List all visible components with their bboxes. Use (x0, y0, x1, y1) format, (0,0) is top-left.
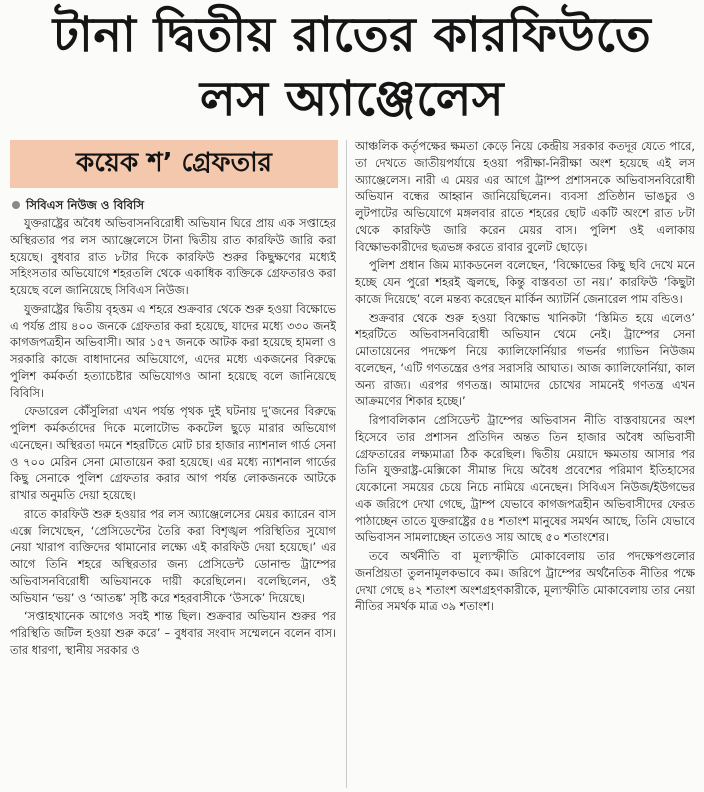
paragraph: যুক্তরাষ্ট্রের অবৈধ অভিবাসনবিরোধী অভিযান ঘিরে প্রায় এক সপ্তাহের অস্থিরতার পর লস অ্যাঞ্জেলেসে টানা দ্বিতীয় রাত কারফিউ জারি করা হয়েছে। বুধবার রাত ৮টার দিকে কারফিউ শুরুর কিছুক্ষণের মধ্যেই সহিংসতার অভিযোগে শহরতলি থেকে একাধিক ব্যক্তিকে গ্রেফতারও করা হয়েছে বলে জানিয়েছে সিবিএস নিউজ। (10, 216, 336, 297)
paragraph: শুক্রবার থেকে শুরু হওয়া বিক্ষোভ খানিকটা ‘স্তিমিত হয়ে এলেও’ শহরটিতে অভিবাসনবিরোধী অভিযান থেমে নেই। ট্রাম্পের সেনা মোতায়েনের পদক্ষেপ নিয়ে ক্যালিফোর্নিয়ার গভর্নর গ্যাভিন নিউজম বলেছেন, ‘এটি গণতন্ত্রের ওপর সরাসরি আঘাত। আজ ক্যালিফোর্নিয়া, কাল অন্য রাজ্য। এরপর গণতন্ত্র। আমাদের চোখের সামনেই গণতন্ত্র এখন আক্রমণের শিকার হচ্ছে।’ (355, 310, 695, 409)
bullet-icon (12, 201, 20, 209)
byline (10, 196, 336, 214)
byline-text: সিবিএস নিউজ ও বিবিসি (26, 198, 145, 212)
paragraph: রাতে কারফিউ শুরু হওয়ার পর লস অ্যাঞ্জেলেসের মেয়র ক্যারেন বাস এক্সে লিখেছেন, ‘প্রেসিডেন্টের তৈরি করা বিশৃঙ্খল পরিস্থিতির সুযোগ নেয়া খারাপ ব্যক্তিদের থামানোর লক্ষ্যে এই কারফিউ দেয়া হয়েছে।’ এর আগে তিনি শহরে অস্থিরতার জন্য প্রেসিডেন্ট ডোনাল্ড ট্রাম্পের অভিবাসনবিরোধী অভিযানকে দায়ী করেছিলেন। বলেছিলেন, ওই অভিযান ‘ভয়’ ও ‘আতঙ্ক’ সৃষ্টি করে শহরবাসীকে ‘উসকে’ দিয়েছে। (10, 506, 336, 605)
headline-line-2: লস অ্যাঞ্জেলেস (199, 71, 505, 127)
paragraph: ফেডারেল কৌঁসুলিরা এখন পর্যন্ত পৃথক দুই ঘটনায় দু’জনের বিরুদ্ধে পুলিশ কর্মকর্তাদের দিকে মলোটোভ ককটেল ছুড়ে মারার অভিযোগ এনেছেন। অস্থিরতা দমনে শহরটিতে মোট চার হাজার ন্যাশনাল গার্ড সেনা ও ৭০০ মেরিন সেনা মোতায়েন করা হয়েছে। এর মধ্যে ন্যাশনাল গার্ডের কিছু সেনাকে পুলিশ গ্রেফতার করার আগ পর্যন্ত লোকজনকে আটকে রাখার অনুমতি দেয়া হয়েছে। (10, 404, 336, 502)
paragraph: যুক্তরাষ্ট্রের দ্বিতীয় বৃহত্তম এ শহরে শুক্রবার থেকে শুরু হওয়া বিক্ষোভে এ পর্যন্ত প্রায় ৪০০ জনকে গ্রেফতার করা হয়েছে, যাদের মধ্যে ৩৩০ জনই কাগজপত্রহীন অভিবাসী। আর ১৫৭ জনকে আটক করা হয়েছে হামলা ও সরকারি কাজে বাধাদানের অভিযোগে, এদের মধ্যে একজনের বিরুদ্ধে পুলিশ কর্মকর্তা হত্যাচেষ্টার অভিযোগও আনা হয়েছে বলে জানিয়েছে বিবিসি। (10, 301, 336, 400)
column-divider (346, 140, 347, 788)
paragraph: রিপাবলিকান প্রেসিডেন্ট ট্রাম্পের অভিবাসন নীতি বাস্তবায়নের অংশ হিসেবে তার প্রশাসন প্রতিদিন অন্তত তিন হাজার অবৈধ অভিবাসী গ্রেফতারের লক্ষ্যমাত্রা ঠিক করেছিল। দ্বিতীয় মেয়াদে ক্ষমতায় আসার পর তিনি যুক্তরাষ্ট্র-মেক্সিকো সীমান্ত দিয়ে অবৈধ প্রবেশের পরিমাণ ইতিহাসের যেকোনো সময়ের চেয়ে নিচে নামিয়ে এনেছেন। সিবিএস নিউজ/ইউগভের এক জরিপে দেখা গেছে, ট্রাম্প যেভাবে কাগজপত্রহীন অভিবাসীদের ফেরত পাঠাচ্ছেন তাতে যুক্তরাষ্ট্রের ৫৪ শতাংশ মানুষের সমর্থন আছে, তিনি যেভাবে অভিবাসন সামলাচ্ছেন তাতেও সায় আছে ৫০ শতাংশের। (355, 413, 695, 545)
paragraph: ‘সপ্তাহখানেক আগেও সবই শান্ত ছিল। শুক্রবার অভিযান শুরুর পর পরিস্থিতি জটিল হওয়া শুরু করে’ – বুধবার সংবাদ সম্মেলনে বলেন বাস। তার ধারণা, স্থানীয় সরকার ও (10, 609, 336, 657)
subheadline-banner (10, 140, 338, 188)
paragraph: পুলিশ প্রধান জিম ম্যাকডনেল বলেছেন, ‘বিক্ষোভের কিছু ছবি দেখে মনে হচ্ছে যেন পুরো শহরই জ্বলছে, কিন্তু বাস্তবতা তা নয়।’ কারফিউ ‘কিছুটা কাজে দিয়েছে’ বলে মন্তব্য করেছেন মার্কিন অ্যাটর্নি জেনারেল পাম বন্ডিও। (355, 258, 695, 306)
article-column-left (10, 196, 336, 788)
paragraph: আঞ্চলিক কর্তৃপক্ষের ক্ষমতা কেড়ে নিয়ে কেন্দ্রীয় সরকার কতদূর যেতে পারে, তা দেখতে জাতীয়পর্যায়ে হওয়া পরীক্ষা-নিরীক্ষা অংশ হয়েছে এই লস অ্যাঞ্জেলেস। নারী এ মেয়র এর আগে ট্রাম্প প্রশাসনকে অভিবাসনবিরোধী অভিযান বন্ধের আহ্বান জানিয়েছিলেন। ব্যবসা প্রতিষ্ঠান ভাঙচুর ও লুটপাটের অভিযোগে মঙ্গলবার রাতে শহরের ছোট একটি অংশে রাত ৮টা থেকে কারফিউ জারি করেন মেয়র বাস। পুলিশ ওই এলাকায় বিক্ষোভকারীদের ছত্রভঙ্গ করতে রাবার বুলেট ছোড়ে। (355, 139, 695, 254)
subheadline: কয়েক শ’ গ্রেফতার (76, 148, 272, 178)
article-column-right (355, 138, 695, 788)
paragraph: তবে অর্থনীতি বা মূল্যস্ফীতি মোকাবেলায় তার পদক্ষেপগুলোর জনপ্রিয়তা তুলনামূলকভাবে কম। জরিপে ট্রাম্পের অর্থনৈতিক নীতির পক্ষে দেখা গেছে ৪২ শতাংশ অংশগ্রহণকারীকে, মূল্যস্ফীতি মোকাবেলায় তার নেয়া নীতির সমর্থক মাত্র ৩৯ শতাংশ। (355, 549, 695, 614)
headline-line-1: টানা দ্বিতীয় রাতের কারফিউতে (52, 7, 652, 63)
